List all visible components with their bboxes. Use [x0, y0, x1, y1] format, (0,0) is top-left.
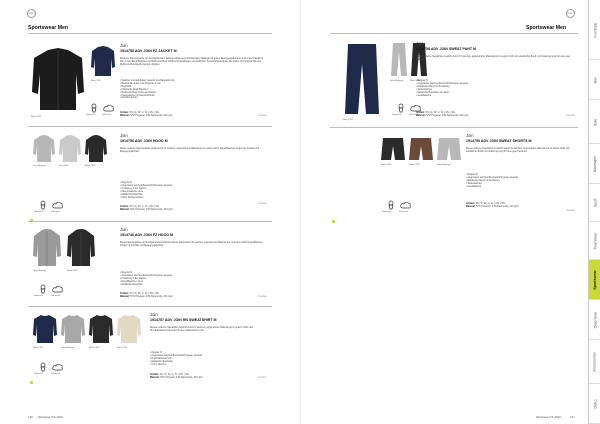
feature-item: • Elastischer Bund mit Kordelzug: [416, 86, 576, 89]
tab-outerwear[interactable]: Outerwear: [589, 300, 600, 340]
product-image-fzhood-black: [66, 228, 96, 268]
page-number-left: 136: [28, 415, 33, 419]
product-description: Diese moderne Kapuzenjacke passt durch ihr weiches, angenehmes Material gut zu jedem Outfit. Eingrifftaschen sorgen für Komfort und Bewegungsfreiheit.: [120, 148, 260, 153]
color-label: Black 9999: [67, 270, 78, 272]
section-divider: [28, 221, 272, 222]
product-name: Join: [120, 227, 128, 232]
product-code: 1914757 ADV JOIN RN SWEATSHIRT M: [150, 318, 217, 322]
feature-item: • Gesäßtasche: [466, 186, 578, 189]
icon-label: Regular fit: [392, 114, 402, 116]
color-label: Grey Melange: [61, 347, 75, 349]
product-sizes: Größen: XS | S | M | L | XL | 2XL | 3XL: [120, 112, 160, 114]
color-label: Black 9999: [85, 165, 96, 167]
section-divider: [330, 127, 578, 128]
section-title-right: Sportswear Men: [526, 25, 567, 31]
icon-label: Soft touch: [51, 211, 61, 213]
icon-label: Regular fit: [34, 295, 44, 297]
feature-item: • Angerautes weiches Baumwoll-Polyester-Gewebe: [120, 185, 270, 188]
feature-item: • Eingrifftaschen vorne: [120, 281, 270, 284]
feature-item: • Klassische Eingrifftaschen: [120, 89, 270, 92]
product-features: [466, 174, 578, 189]
feature-item: • Gesäßtasche: [416, 95, 576, 98]
feature-item: • Seitentaschen: [466, 183, 578, 186]
article-number: 1914758: [566, 115, 575, 117]
product-image-sweat-navy: [32, 313, 58, 345]
feature-item: • Rundhalsausschnitt: [150, 358, 270, 361]
section-title-left: Sportswear Men: [28, 25, 69, 31]
feature-item: • Regular fit: [466, 174, 578, 177]
icon-label: Regular fit: [34, 373, 44, 375]
tab-outro[interactable]: Outro: [589, 384, 600, 424]
new-badge: [30, 381, 33, 384]
product-features: [120, 182, 270, 199]
product-material: Material: 57% Polyester, 43% Baumwolle, 310 g/m²: [120, 296, 173, 298]
product-image-pant-grey: [390, 42, 408, 78]
feature-item: • Regular fit: [120, 272, 270, 275]
color-label: Navy 7391: [343, 119, 353, 121]
cloud-icon: [52, 201, 64, 210]
product-image-shorts-brown: [408, 136, 434, 162]
product-code: 1914755 ADV JOIN FZ JACKET M: [120, 49, 177, 53]
fit-icon: [386, 200, 396, 210]
fit-icon: [38, 284, 48, 294]
section-divider: [28, 126, 272, 127]
product-image-hood-lightgrey: [58, 134, 82, 164]
product-features: [416, 80, 576, 97]
product-code: 1914759 ADV JOIN SWEAT SHORTS M: [466, 139, 532, 143]
product-material: Material: 57% Polyester, 43% Baumwolle, 310 g/m²: [416, 115, 469, 117]
product-image-shorts-black: [380, 136, 406, 162]
product-code: 1914746 ADV JOIN FZ HOOD M: [120, 233, 173, 237]
product-image-hood-black: [84, 134, 108, 164]
product-material: Material: 57% Polyester, 43% Baumwolle, 310 g/m²: [466, 206, 519, 208]
feature-item: • Regular fit: [416, 80, 576, 83]
product-name: Join: [150, 312, 158, 317]
feature-item: • Kordelzug in der Kapuze: [120, 278, 270, 281]
feature-item: • Baumwolle außen und Polyester innen: [120, 83, 270, 86]
cloud-icon: [52, 285, 64, 294]
color-label: Grey 9501: [59, 165, 69, 167]
page-gutter: [300, 0, 301, 424]
product-image-shorts-grey: [436, 136, 462, 162]
feature-item: • Handytasche mit Klettverschluss: [120, 95, 270, 98]
footer-text-right: Workwear F/S 2029: [536, 415, 561, 419]
product-image-fzhood-grey: [32, 228, 62, 268]
tab-sportswear[interactable]: Sportswear: [589, 260, 600, 300]
tab-bike[interactable]: Bike: [589, 100, 600, 144]
feature-item: • Ohne Taschen: [150, 364, 270, 367]
feature-item: • Elastische Bündchen: [120, 194, 270, 197]
tab-accessories[interactable]: Accessories: [589, 340, 600, 384]
product-material: Material: 57% Polyester, 43% Baumwolle, 310 g/m²: [150, 377, 203, 379]
feature-item: • Ohne Reißverschluss: [120, 197, 270, 200]
section-divider: [28, 306, 272, 307]
feature-item: • Reißverschluss hinten am Kragen: [120, 92, 270, 95]
color-label: Sand 1205: [117, 347, 128, 349]
color-label: Navy 7391: [91, 80, 101, 82]
product-description: Dieses moderne Sweatshirt besticht durch ihr weiches, angenehmes Material gut zu jedem Outfit. Ein Rundhalsausschnitt sorgt für einen klassischen Look.: [150, 327, 254, 332]
header-rule-right: [330, 33, 578, 34]
product-code: 1914756 ADV JOIN HOOD M: [120, 139, 168, 143]
color-label: Black 9999: [410, 80, 421, 82]
color-label: Grey Melange: [437, 164, 451, 166]
fit-icon: [396, 103, 406, 113]
feature-item: • Kordelzug in der Kapuze: [120, 188, 270, 191]
product-image-sweat-black: [88, 313, 114, 345]
product-image-jacket-navy: [90, 44, 116, 78]
feature-item: • Kontrast-Kordel: [120, 97, 270, 100]
cloud-icon: [52, 363, 64, 372]
product-sizes: Größen: XS | S | M | L | XL | 2XL | 3XL: [466, 203, 506, 205]
color-label: Grey Melange: [33, 270, 47, 272]
feature-item: • Regularfit: [120, 86, 270, 89]
feature-item: • Regular fit: [120, 182, 270, 185]
tab-sport[interactable]: Sport: [589, 184, 600, 222]
feature-item: • Weiches und dehnbares Gewebe aus Baumwoll-mix: [120, 80, 270, 83]
color-label: Grey Melange: [390, 80, 404, 82]
product-features: [120, 272, 270, 287]
icon-label: Soft touch: [409, 114, 419, 116]
product-features: [150, 352, 270, 367]
brand-logo-left: CRAFT: [27, 9, 36, 18]
product-name: Join: [120, 133, 128, 138]
color-label: Black 9999: [31, 116, 42, 118]
color-label: Black 9999: [381, 164, 392, 166]
article-number: 1914756: [258, 203, 267, 205]
new-badge: [332, 220, 335, 223]
product-description: Diese moderne Sweatshorts besticht durch ihr weiches, angenehmes Material gut zu jedem Outfit. Ein elastischer Bund mit Kordelzug sorgt für eine gute Passform.: [466, 148, 570, 153]
icon-label: Regular fit: [34, 211, 44, 213]
product-sizes: Größen: XS | S | M | L | XL | 2XL | 3XL: [120, 206, 160, 208]
icon-label: Soft touch: [51, 373, 61, 375]
tab-frontside[interactable]: Frontside: [589, 0, 600, 60]
product-code: 1914758 ADV JOIN SWEAT PANT M: [416, 47, 477, 51]
feature-item: • Elastische Bündchen: [150, 361, 270, 364]
product-image-jacket-black: [30, 44, 86, 114]
feature-item: • Regular fit: [150, 352, 270, 355]
feature-item: • Angerautes weiches Baumwoll-Polyester-Gewebe: [150, 355, 270, 358]
product-image-pant-navy: [342, 42, 382, 118]
product-name: Join: [120, 43, 128, 48]
feature-item: • Elastischer Bund mit Kordelzug: [466, 180, 578, 183]
icon-label: Soft touch: [399, 211, 409, 213]
product-sizes: Größen: XS | S | M | L | XL | 2XL | 3XL: [150, 374, 190, 376]
icon-label: Regular fit: [382, 211, 392, 213]
article-number: 1914757: [258, 377, 267, 379]
section-tab-bar: [588, 0, 600, 424]
cloud-icon: [103, 104, 115, 113]
tab-teamwear[interactable]: Teamwear: [589, 222, 600, 260]
color-label: Brown 2321: [409, 164, 421, 166]
feature-item: • Angerautes weiches Baumwoll-Polyester-Gewebe: [466, 177, 578, 180]
product-name: Join: [466, 133, 474, 138]
color-label: Navy 7391: [33, 347, 43, 349]
cloud-icon: [400, 201, 412, 210]
feature-item: • Kängurutasche vorne: [120, 191, 270, 194]
feature-item: • Angerautes weiches Baumwoll-Polyester-Gewebe: [416, 83, 576, 86]
color-label: Black 9999: [89, 347, 100, 349]
article-number: 1914746: [258, 296, 267, 298]
product-sizes: Größen: XS | S | M | L | XL | 2XL | 3XL: [416, 112, 456, 114]
icon-label: Soft touch: [102, 114, 112, 116]
product-image-sweat-sand: [116, 313, 142, 345]
product-material: Material: 57% Polyester, 43% Baumwolle, 310 g/m²: [120, 209, 173, 211]
color-label: Grey Melange: [33, 165, 47, 167]
feature-item: • Seitentaschen: [416, 89, 576, 92]
product-features: [120, 80, 270, 100]
fit-icon: [38, 362, 48, 372]
brand-logo-right: CRAFT: [566, 9, 575, 18]
page-number-right: 137: [570, 415, 575, 419]
icon-label: Regular fit: [86, 114, 96, 116]
product-image-hood-grey: [32, 134, 56, 164]
footer-text-left: Workwear F/S 2029: [38, 415, 63, 419]
feature-item: • Elastische Bündchen am Saum: [416, 92, 576, 95]
article-number: 1914755: [258, 115, 267, 117]
product-description: Diese Kapuzenjacke mit durchgehendem Reißverschluss passt durch ihr weiches, angenehmes Material gut zu jedem Outfit. Eingrifftaschen sorgen für Komfort und Bewegungsfreiheit.: [120, 242, 263, 247]
icon-label: Soft touch: [51, 295, 61, 297]
header-rule-left: [28, 33, 272, 34]
fit-icon: [89, 103, 99, 113]
product-description: Moderne Kapuzenjacke mit durchgehendem Reißverschluss aus hochwertigem Material mit gutem Bewegungsfreiraum und cooler Passform. Vorne zwei Eingrifftaschen mit Reißverschluss. Reißverschlusslängen und seitlichem Ärmelreißverschluss. Die Jacke mit Funktion hat eine Reißverschlusstasche auf dem Rücken.: [120, 58, 264, 66]
product-material: Material: 57% Polyester, 43% Baumwolle, 310 g/m²: [120, 115, 173, 117]
fit-icon: [38, 200, 48, 210]
article-number: 1914759: [566, 210, 575, 212]
tab-run[interactable]: Run: [589, 60, 600, 100]
feature-item: • Elastische Bündchen: [120, 284, 270, 287]
feature-item: • Angerautes weiches Baumwoll-Polyester-Gewebe: [120, 275, 270, 278]
tab-baselayer[interactable]: Baselayer: [589, 144, 600, 184]
product-image-sweat-grey: [60, 313, 86, 345]
product-description: Diese moderne Sweathose besticht durch ihr weiches, angenehmes Material gut zu jedem Outfit. Ein elastischer Bund mit Kordelzug sorgt für eine gute Passform.: [416, 56, 570, 61]
product-sizes: Größen: XS | S | M | L | XL | 2XL | 3XL: [120, 293, 160, 295]
product-name: Join: [416, 41, 424, 46]
